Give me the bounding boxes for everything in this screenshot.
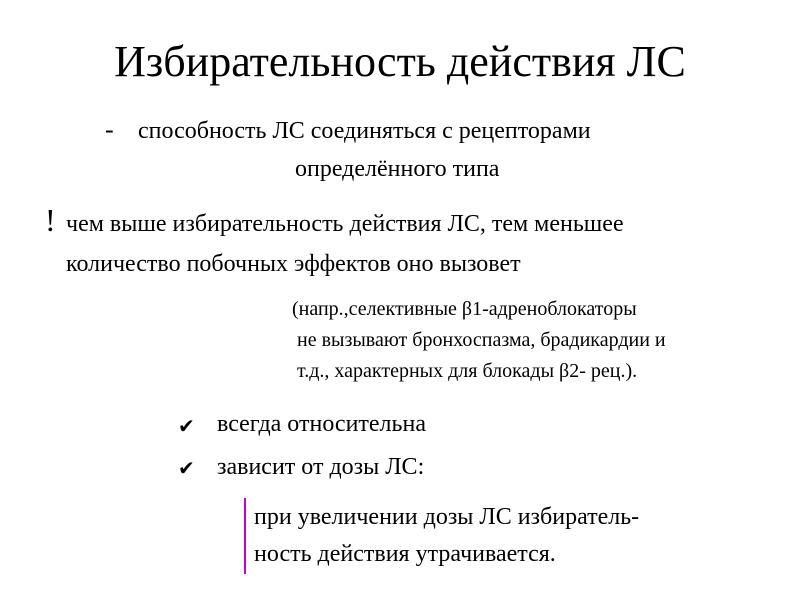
- property-item-relative: всегда относительна: [217, 411, 426, 437]
- dose-note-line-1: при увеличении дозы ЛС избиратель-: [254, 504, 640, 530]
- checkmark-icon: ✔: [178, 414, 195, 438]
- definition-line-1: способность ЛС соединяться с рецепторами: [138, 118, 591, 144]
- exclamation-mark: !: [45, 202, 56, 238]
- definition-line-2: определённого типа: [295, 156, 500, 182]
- definition-bullet: -: [105, 115, 114, 144]
- property-item-dose: зависит от дозы ЛС:: [217, 454, 425, 480]
- example-line-3: т.д., характерных для блокады β2- рец.).: [297, 360, 638, 382]
- checkmark-icon: ✔: [178, 456, 195, 480]
- accent-bar: [244, 498, 246, 574]
- note-line-2: количество побочных эффектов оно вызовет: [66, 251, 521, 277]
- note-line-1: чем выше избирательность действия ЛС, тем меньшее: [66, 211, 624, 237]
- example-line-1: (напр.,селективные β1-адреноблокаторы: [292, 298, 637, 320]
- example-line-2: не вызывают бронхоспазма, брадикардии и: [297, 329, 666, 351]
- dose-note-line-2: ность действия утрачивается.: [254, 541, 556, 567]
- slide-title: Избирательность действия ЛС: [114, 37, 686, 86]
